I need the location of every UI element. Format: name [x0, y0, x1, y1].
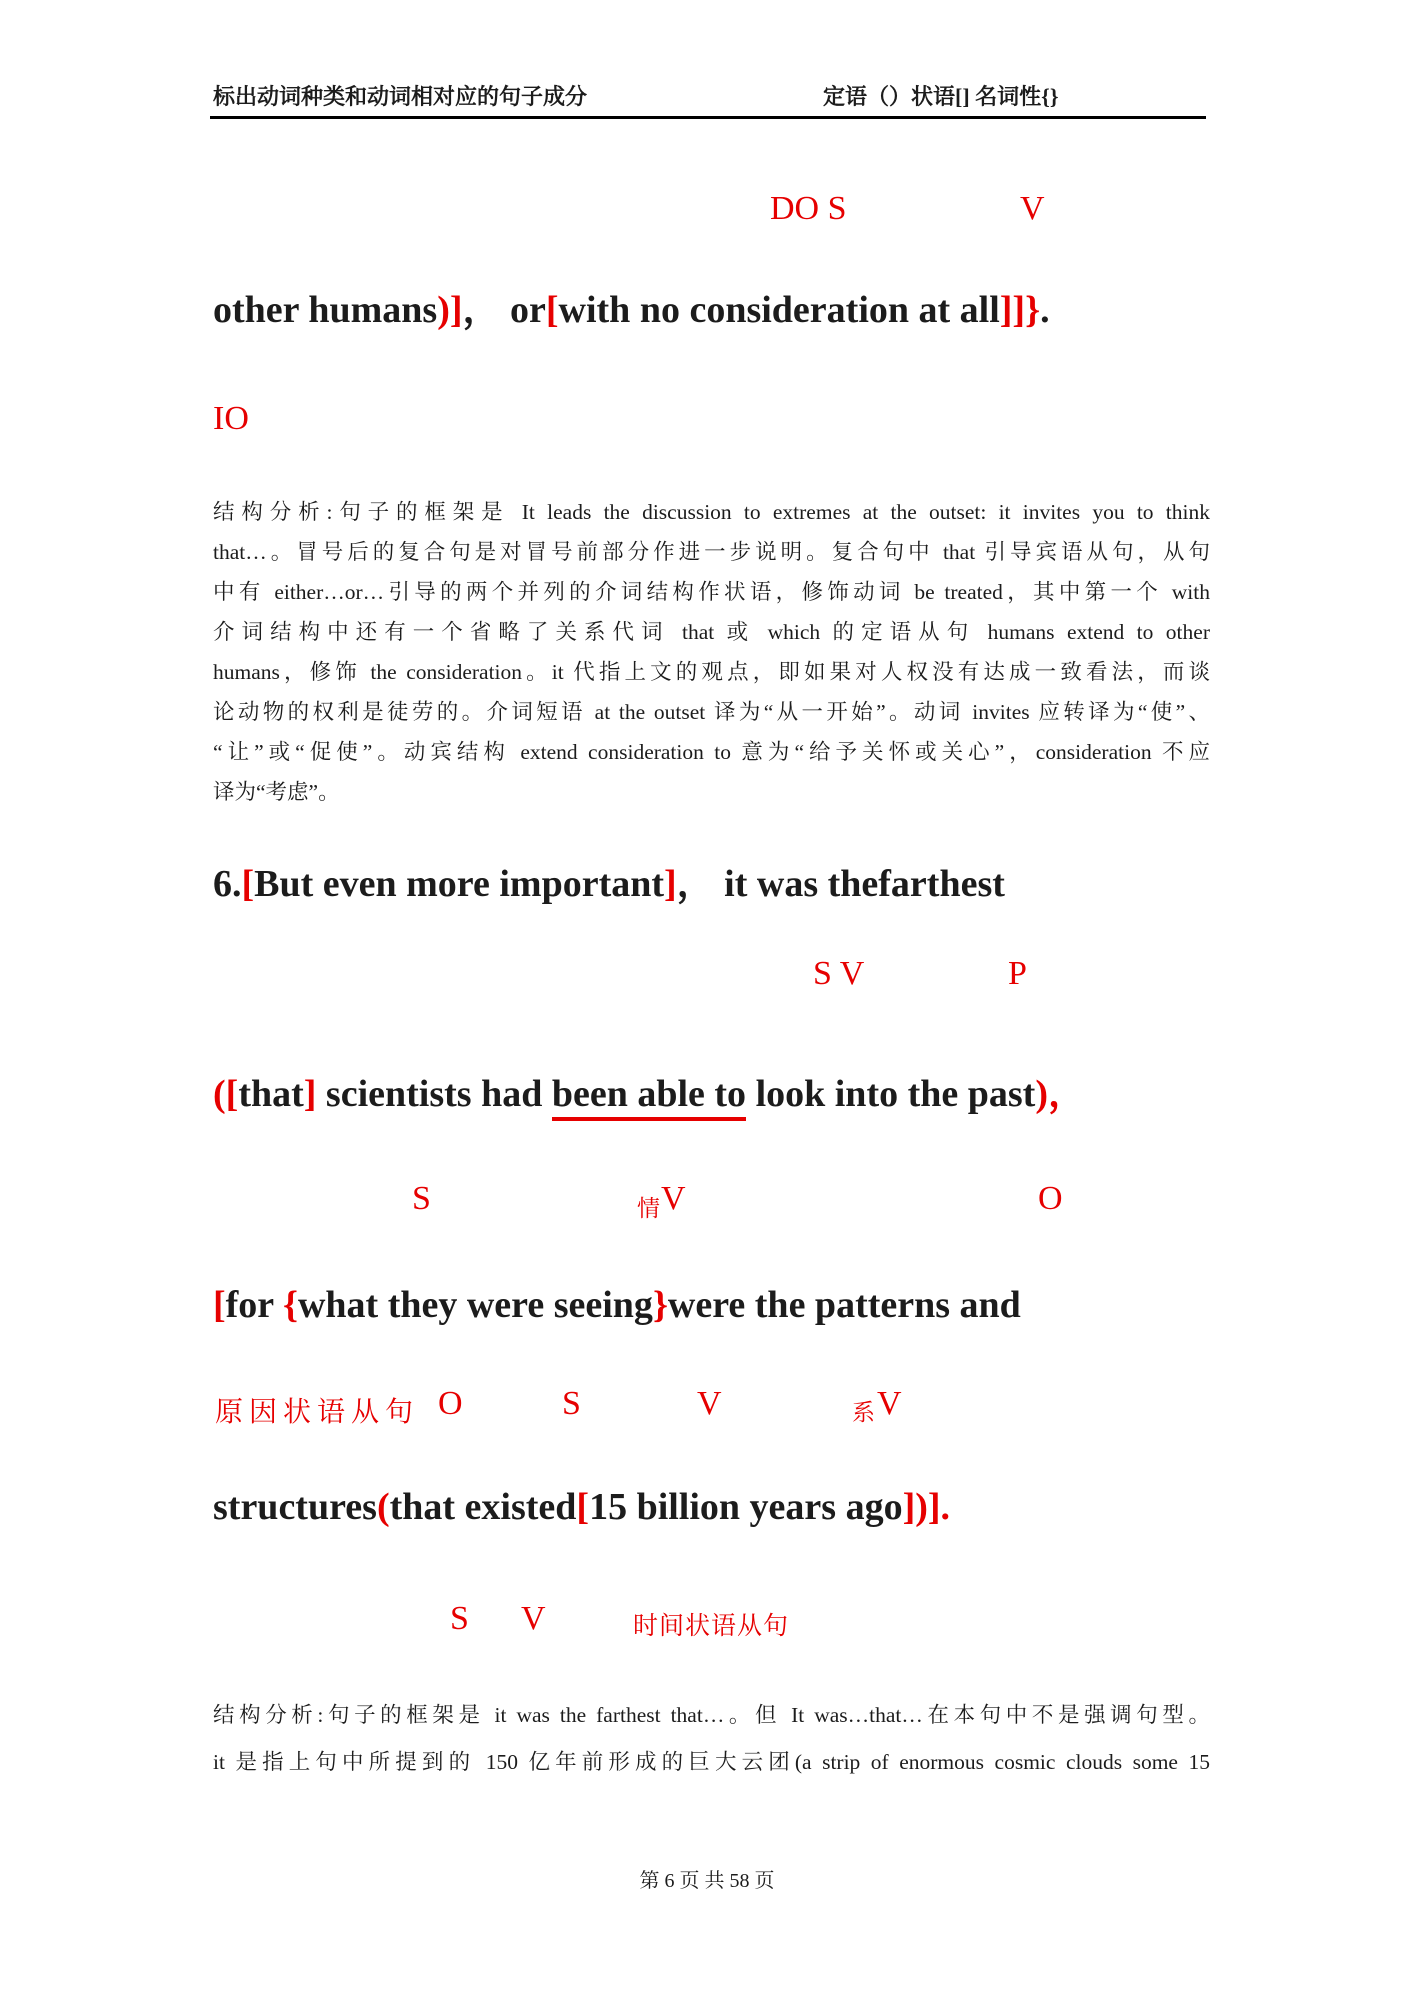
paragraph-line: 译为“考虑”。	[213, 780, 340, 804]
paragraph-line: that…。冒号后的复合句是对冒号前部分作进一步说明。复合句中 that 引导宾语从句，从句	[213, 540, 1210, 564]
annotation-io: IO	[213, 400, 249, 437]
footer-page-number: 第 6 页 共 58 页	[639, 1870, 775, 1892]
sentence-segment: were the patterns and	[667, 1284, 1021, 1326]
annotation-v-5: V	[521, 1600, 546, 1637]
sentence-segment: .	[1040, 289, 1050, 331]
annotation-xi: 系	[852, 1400, 875, 1425]
annotation-o-2: O	[438, 1385, 463, 1422]
paragraph-line: it 是指上句中所提到的 150 亿年前形成的巨大云团(a strip of enormous cosmic clouds some 15	[213, 1750, 1210, 1774]
paragraph-line: 介词结构中还有一个省略了关系代词 that 或 which 的定语从句 humans extend to other	[213, 620, 1210, 644]
paragraph-line: 结构分析:句子的框架是 It leads the discussion to extremes at the outset: it invites you to think	[213, 500, 1210, 524]
sentence-segment: look into the past	[746, 1073, 1036, 1115]
sentence-segment: )]	[437, 289, 463, 331]
annotation-v-3: V	[697, 1385, 722, 1422]
sentence-6-line-3	[213, 1283, 1021, 1327]
annotation-s-v: S V	[813, 955, 865, 992]
sentence-segment: for	[225, 1284, 283, 1326]
sentence-segment: ]]}	[999, 289, 1041, 331]
annotation-s-4: S	[450, 1600, 469, 1637]
annotation-do-s: DO S	[770, 190, 847, 227]
sentence-segment: ， or	[462, 289, 546, 331]
paragraph-line: 中有 either…or…引导的两个并列的介词结构作状语，修饰动词 be treated，其中第一个 with	[213, 580, 1210, 604]
paragraph-line: 论动物的权利是徒劳的。介词短语 at the outset 译为“从一开始”。动词 invites 应转译为“使”、	[213, 700, 1210, 724]
annotation-s-3: S	[562, 1385, 581, 1422]
sentence-segment: ， it was thefarthest	[676, 863, 1005, 905]
paragraph-line: “让”或“促使”。动宾结构 extend consideration to 意为“给予关怀或关心”，consideration 不应	[213, 740, 1210, 764]
sentence-segment: (	[376, 1486, 390, 1528]
annotation-p: P	[1008, 955, 1027, 992]
sentence-5-tail	[213, 278, 1050, 333]
sentence-segment: [	[241, 863, 255, 905]
annotation-v-2: V	[661, 1180, 686, 1217]
sentence-segment: ])].	[902, 1486, 951, 1528]
sentence-segment: )，	[1035, 1073, 1086, 1115]
sentence-segment: }	[652, 1284, 668, 1326]
annotation-qing: 情	[637, 1196, 660, 1221]
annotation-o-1: O	[1038, 1180, 1063, 1217]
header-left: 标出动词种类和动词相对应的句子成分	[213, 84, 588, 109]
sentence-segment: But even more important	[254, 863, 665, 905]
analysis-paragraph-2	[213, 1692, 1210, 1786]
annotation-s-2: S	[412, 1180, 431, 1217]
annotation-v-1: V	[1020, 190, 1045, 227]
sentence-segment: scientists had	[316, 1073, 552, 1115]
sentence-6-line-2	[213, 1062, 1086, 1117]
sentence-segment: what they were seeing	[297, 1284, 653, 1326]
sentence-segment: other humans	[213, 289, 438, 331]
sentence-segment: been able to	[552, 1073, 746, 1121]
sentence-segment: [	[545, 289, 559, 331]
sentence-segment: ([	[213, 1073, 239, 1115]
sentence-6-heading	[213, 852, 1005, 907]
sentence-segment: with no consideration at all	[558, 289, 1000, 331]
header-right: 定语（）状语[] 名词性{}	[823, 84, 1059, 109]
annotation-time-clause: 时间状语从句	[633, 1613, 790, 1640]
paragraph-line: 结构分析:句子的框架是 it was the farthest that…。但 It was…that…在本句中不是强调句型。	[213, 1703, 1210, 1727]
sentence-segment: that	[238, 1073, 304, 1115]
sentence-segment: [	[213, 1284, 226, 1326]
sentence-segment: that existed	[389, 1486, 577, 1528]
paragraph-line: humans，修饰 the consideration。it 代指上文的观点，即如果对人权没有达成一致看法，而谈	[213, 660, 1210, 684]
sentence-segment: ]	[664, 863, 677, 905]
analysis-paragraph-1	[213, 492, 1210, 812]
header-rule	[210, 116, 1206, 119]
sentence-segment: 15 billion years ago	[589, 1486, 903, 1528]
annotation-cause-clause: 原因状语从句	[215, 1397, 420, 1428]
sentence-segment: structures	[213, 1486, 377, 1528]
sentence-segment: {	[283, 1284, 298, 1326]
annotation-v-4: V	[877, 1385, 902, 1422]
sentence-segment: [	[576, 1486, 590, 1528]
sentence-6-line-4	[213, 1485, 950, 1529]
sentence-segment: ]	[303, 1073, 317, 1115]
sentence-segment: 6.	[213, 863, 242, 905]
